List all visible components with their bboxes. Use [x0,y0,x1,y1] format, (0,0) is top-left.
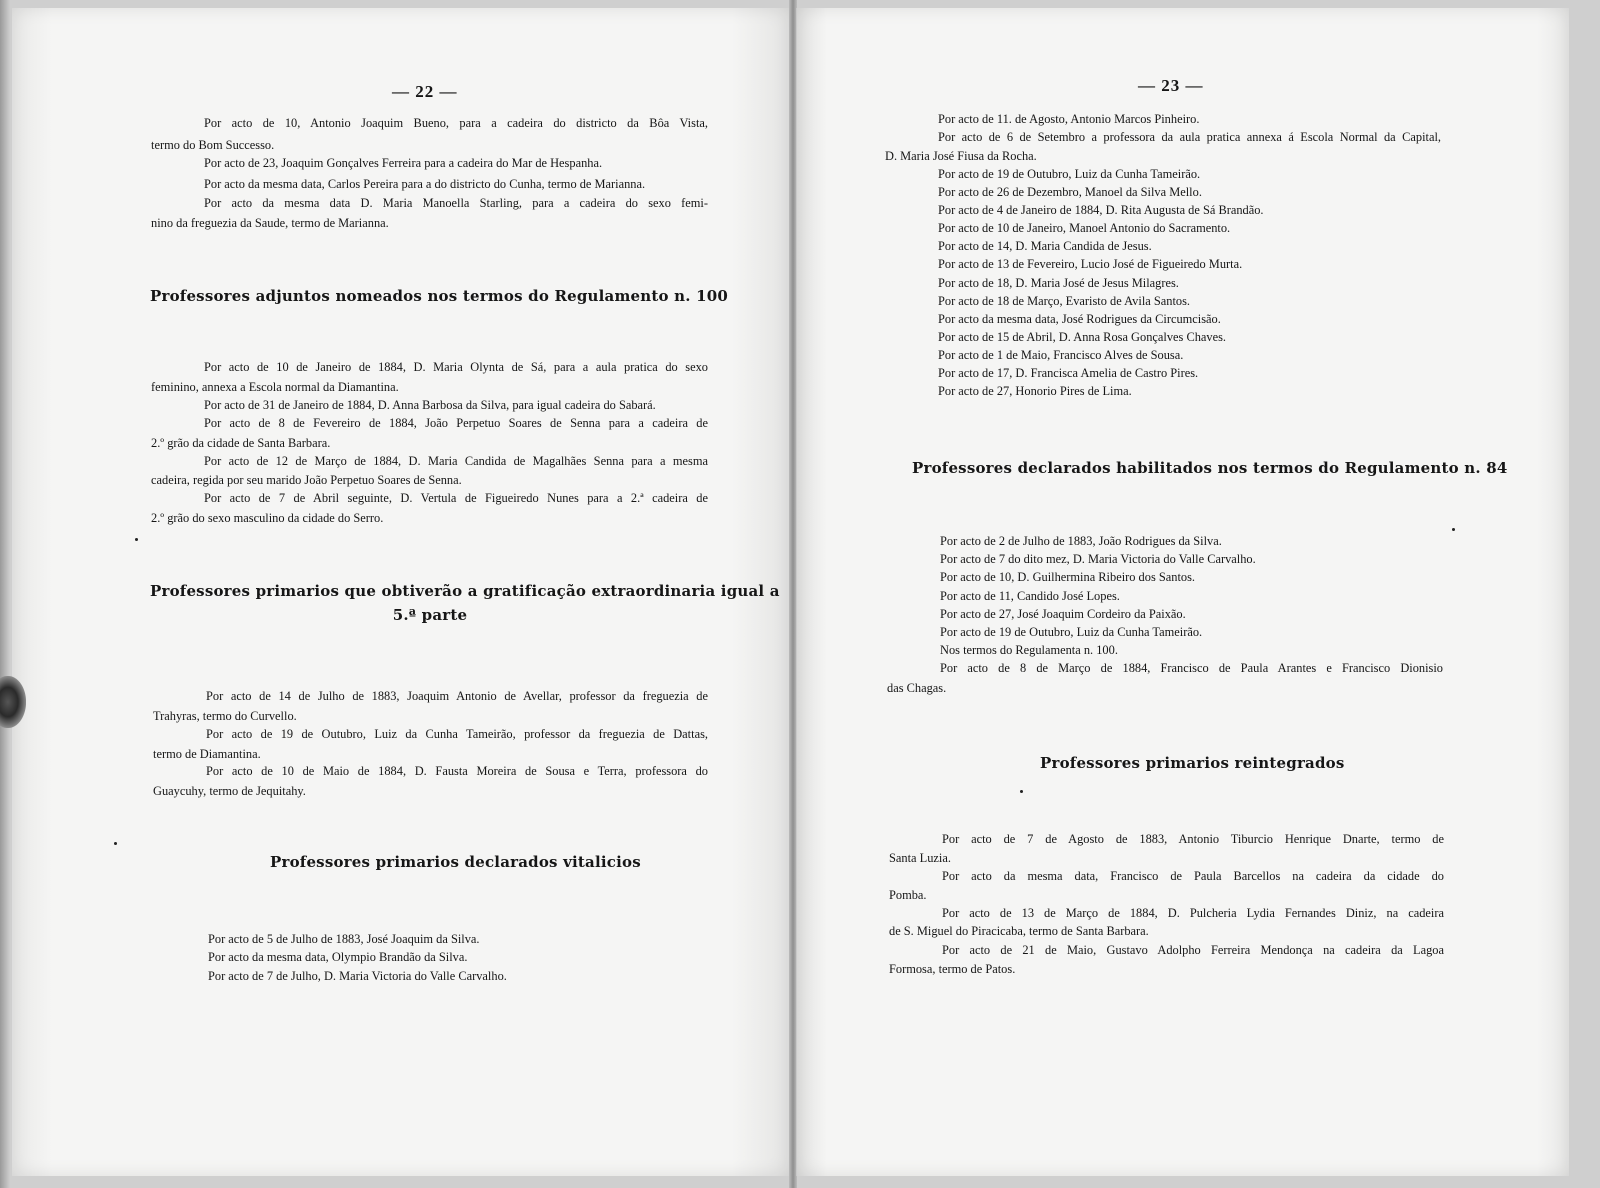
text-line: Por acto de 2 de Julho de 1883, João Rodrigues da Silva. [940,534,1222,548]
text-line: Por acto de 4 de Janeiro de 1884, D. Rita Augusta de Sá Brandão. [938,203,1264,217]
text-line: Santa Luzia. [889,851,951,865]
text-line: Por acto de 7 de Julho, D. Maria Victoria do Valle Carvalho. [208,969,507,983]
text-line: Por acto de 6 de Setembro a professora da aula pratica annexa á Escola Normal da Capital, [938,130,1441,144]
text-line: feminino, annexa a Escola normal da Diamantina. [151,380,399,394]
text-line: Por acto de 12 de Março de 1884, D. Maria Candida de Magalhães Senna para a mesma [204,454,708,468]
text-line: nino da freguezia da Saude, termo de Marianna. [151,216,389,230]
text-line: Por acto de 10 de Janeiro de 1884, D. Maria Olynta de Sá, para a aula pratica do sexo [204,360,708,374]
ink-speck [114,842,117,845]
text-line: Por acto de 17, D. Francisca Amelia de Castro Pires. [938,366,1199,380]
text-line: Por acto de 13 de Março de 1884, D. Pulcheria Lydia Fernandes Diniz, na cadeira [942,906,1444,920]
section-heading-gratificacao: Professores primarios que obtiverão a gratificação extraordinaria igual a [150,582,780,600]
text-line: Por acto de 27, José Joaquim Cordeiro da Paixão. [940,607,1186,621]
page-number-right: — 23 — [1138,76,1204,95]
text-line: Por acto de 10, Antonio Joaquim Bueno, para a cadeira do districto da Bôa Vista, [204,116,708,130]
text-line: Formosa, termo de Patos. [889,962,1016,976]
text-line: Por acto de 11. de Agosto, Antonio Marcos Pinheiro. [938,112,1200,126]
text-line: Por acto de 14 de Julho de 1883, Joaquim Antonio de Avellar, professor da freguezia de [206,689,708,703]
text-line: termo de Diamantina. [153,747,261,761]
text-line: Nos termos do Regulamenta n. 100. [940,643,1118,657]
page-number-left: — 22 — [392,82,458,101]
text-line: 2.º grão da cidade de Santa Barbara. [151,436,331,450]
text-line: Por acto de 31 de Janeiro de 1884, D. Anna Barbosa da Silva, para igual cadeira do Sabará. [204,398,656,412]
text-line: termo do Bom Successo. [151,138,275,152]
text-line: Por acto de 27, Honorio Pires de Lima. [938,384,1132,398]
text-line: Por acto da mesma data, Carlos Pereira para a do districto do Cunha, termo de Marianna. [204,177,646,191]
text-line: Por acto da mesma data, José Rodrigues da Circumcisão. [938,312,1221,326]
right-page [796,8,1569,1176]
text-line: Por acto de 19 de Outubro, Luiz da Cunha Tameirão. [938,167,1201,181]
text-line: das Chagas. [887,681,947,695]
text-line: de S. Miguel do Piracicaba, termo de Santa Barbara. [889,924,1149,938]
text-line: Por acto de 7 de Abril seguinte, D. Vertula de Figueiredo Nunes para a 2.ª cadeira de [204,491,708,505]
section-heading-habilitados: Professores declarados habilitados nos termos do Regulamento n. 84 [912,459,1508,477]
text-line: Por acto de 21 de Maio, Gustavo Adolpho Ferreira Mendonça na cadeira da Lagoa [942,943,1444,957]
text-line: Por acto de 5 de Julho de 1883, José Joaquim da Silva. [208,932,480,946]
section-heading-gratificacao-cont: 5.ª parte [392,606,468,624]
text-line: Trahyras, termo do Curvello. [153,709,297,723]
section-heading-adjuntos: Professores adjuntos nomeados nos termos do Regulamento n. 100 [150,287,729,305]
text-line: D. Maria José Fiusa da Rocha. [885,149,1037,163]
section-heading-reintegrados: Professores primarios reintegrados [1040,754,1345,772]
text-line: Por acto de 18 de Março, Evaristo de Avila Santos. [938,294,1190,308]
text-line: Por acto de 7 do dito mez, D. Maria Victoria do Valle Carvalho. [940,552,1256,566]
text-line: Por acto de 26 de Dezembro, Manoel da Silva Mello. [938,185,1202,199]
text-line: Por acto de 15 de Abril, D. Anna Rosa Gonçalves Chaves. [938,330,1227,344]
text-line: Por acto de 7 de Agosto de 1883, Antonio Tiburcio Henrique Dnarte, termo de [942,832,1444,846]
text-line: Por acto de 10, D. Guilhermina Ribeiro dos Santos. [940,570,1196,584]
text-line: Por acto de 8 de Março de 1884, Francisco de Paula Arantes e Francisco Dionisio [940,661,1443,675]
text-line: Guaycuhy, termo de Jequitahy. [153,784,306,798]
text-line: Por acto da mesma data D. Maria Manoella Starling, para a cadeira do sexo femi- [204,196,708,210]
ink-speck [135,538,138,541]
text-line: Por acto de 19 de Outubro, Luiz da Cunha Tameirão. [940,625,1203,639]
ink-speck [1452,528,1455,531]
text-line: Por acto de 18, D. Maria José de Jesus Milagres. [938,276,1179,290]
text-line: Por acto de 23, Joaquim Gonçalves Ferreira para a cadeira do Mar de Hespanha. [204,156,603,170]
text-line: Pomba. [889,888,927,902]
text-line: Por acto de 11, Candido José Lopes. [940,589,1120,603]
section-heading-vitalicios: Professores primarios declarados vitalicios [270,853,641,871]
text-line: Por acto da mesma data, Francisco de Paula Barcellos na cadeira da cidade do [942,869,1444,883]
text-line: cadeira, regida por seu marido João Perpetuo Soares de Senna. [151,473,462,487]
ink-speck [1020,790,1023,793]
binding-clip [0,676,26,728]
text-line: Por acto de 19 de Outubro, Luiz da Cunha Tameirão, professor da freguezia de Dattas, [206,727,708,741]
text-line: Por acto de 14, D. Maria Candida de Jesus. [938,239,1152,253]
text-line: Por acto da mesma data, Olympio Brandão da Silva. [208,950,468,964]
text-line: Por acto de 1 de Maio, Francisco Alves de Sousa. [938,348,1184,362]
text-line: Por acto de 8 de Fevereiro de 1884, João Perpetuo Soares de Senna para a cadeira de [204,416,708,430]
text-line: Por acto de 13 de Fevereiro, Lucio José de Figueiredo Murta. [938,257,1243,271]
text-line: Por acto de 10 de Janeiro, Manoel Antonio do Sacramento. [938,221,1231,235]
text-line: 2.º grão do sexo masculino da cidade do Serro. [151,511,384,525]
text-line: Por acto de 10 de Maio de 1884, D. Fausta Moreira de Sousa e Terra, professora do [206,764,708,778]
